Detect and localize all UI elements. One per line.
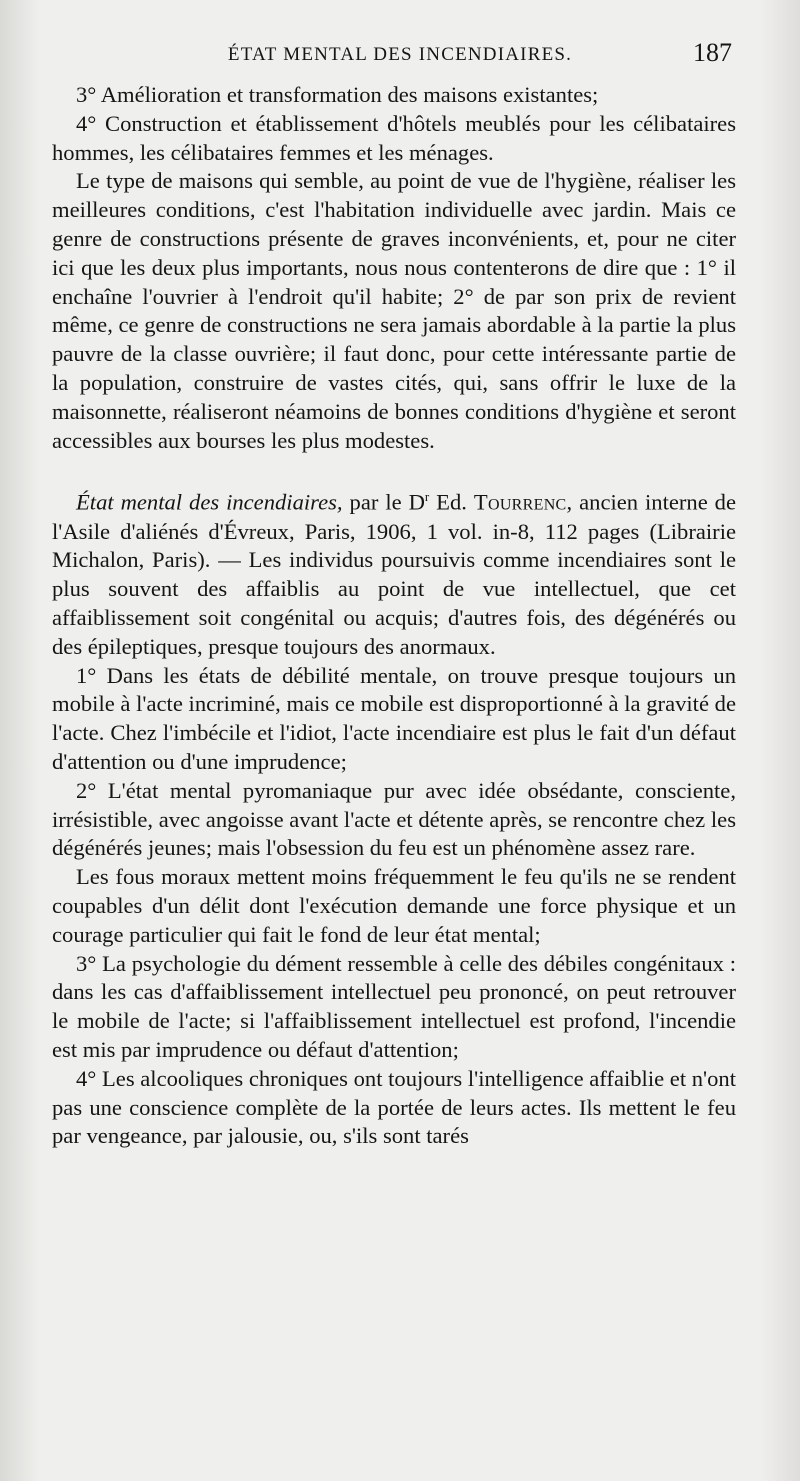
- review-ed: Ed.: [429, 489, 474, 515]
- paragraph-fous-moraux: Les fous moraux mettent moins fréquemment le feu qu'ils ne se rendent coupables d'un délit dont l'exécution demande une force physique et un courage particulier qui fait le fond de leur état mental;: [52, 864, 736, 947]
- running-title: ÉTAT MENTAL DES INCENDIAIRES.: [227, 44, 573, 65]
- review-sup: r: [424, 489, 430, 505]
- paragraph-item-4: 4° Construction et établissement d'hôtels meublés pour les célibataires hommes, les célibataires femmes et les ménages.: [52, 110, 736, 165]
- page-number: 187: [693, 38, 732, 67]
- review-by: par le D: [342, 489, 425, 515]
- paragraph-point-2: 2° L'état mental pyromaniaque pur avec idée obsédante, consciente, irrésistible, avec angoisse avant l'acte et détente après, se rencontre chez les dégénérés jeunes; mais l'obsession du feu est un phénomène assez rare.: [52, 777, 736, 861]
- review-title: État mental des incendiaires,: [76, 489, 343, 515]
- paragraph-point-3: 3° La psychologie du dément ressemble à celle des débiles congénitaux : dans les cas d'affaiblissement intellectuel peu prononcé, on peut retrouver le mobile de l'acte; si l'affaiblissement intellectuel est profond, l'incendie est mis par imprudence ou défaut d'attention;: [52, 950, 736, 1063]
- review-paragraph: [52, 483, 736, 661]
- paragraph-item-3: 3° Amélioration et transformation des maisons existantes;: [76, 82, 599, 107]
- review-author: Tourrenc: [473, 489, 567, 515]
- section-gap: [52, 455, 736, 483]
- paragraph-housing: Le type de maisons qui semble, au point de vue de l'hygiène, réaliser les meilleures conditions, c'est l'habitation individuelle avec jardin. Mais ce genre de constructions présente de graves inconvénients, et, pour ne citer ici que les deux plus importants, nous nous contenterons de dire que : 1° il enchaîne l'ouvrier à l'endroit qu'il habite; 2° de par son prix de revient même, ce genre de constructions ne sera jamais abordable à la partie la plus pauvre de la classe ouvrière; il faut donc, pour cette intéressante partie de la population, construire de vastes cités, qui, sans offrir le luxe de la maisonnette, réaliseront néamoins de bonnes conditions d'hygiène et seront accessibles aux bourses les plus modestes.: [52, 168, 736, 453]
- body-text: [52, 81, 736, 1151]
- review-rest: , ancien interne de l'Asile d'aliénés d'Évreux, Paris, 1906, 1 vol. in-8, 112 pages (Librairie Michalon, Paris). — Les individus poursuivis comme incendiaires sont le plus souvent des affaiblis au point de vue intellectuel, que cet affaiblissement soit congénital ou acquis; d'autres fois, des dégénérés ou des épileptiques, presque toujours des anormaux.: [52, 489, 737, 659]
- paragraph-point-1: 1° Dans les états de débilité mentale, on trouve presque toujours un mobile à l'acte incriminé, mais ce mobile est disproportionné à la gravité de l'acte. Chez l'imbécile et l'idiot, l'acte incendiaire est plus le fait d'un défaut d'attention ou d'une imprudence;: [52, 662, 736, 775]
- paragraph-point-4: 4° Les alcooliques chroniques ont toujours l'intelligence affaiblie et n'ont pas une conscience complète de la portée de leurs actes. Ils mettent le feu par vengeance, par jalousie, ou, s'ils sont tarés: [52, 1065, 736, 1149]
- running-head: [0, 38, 800, 74]
